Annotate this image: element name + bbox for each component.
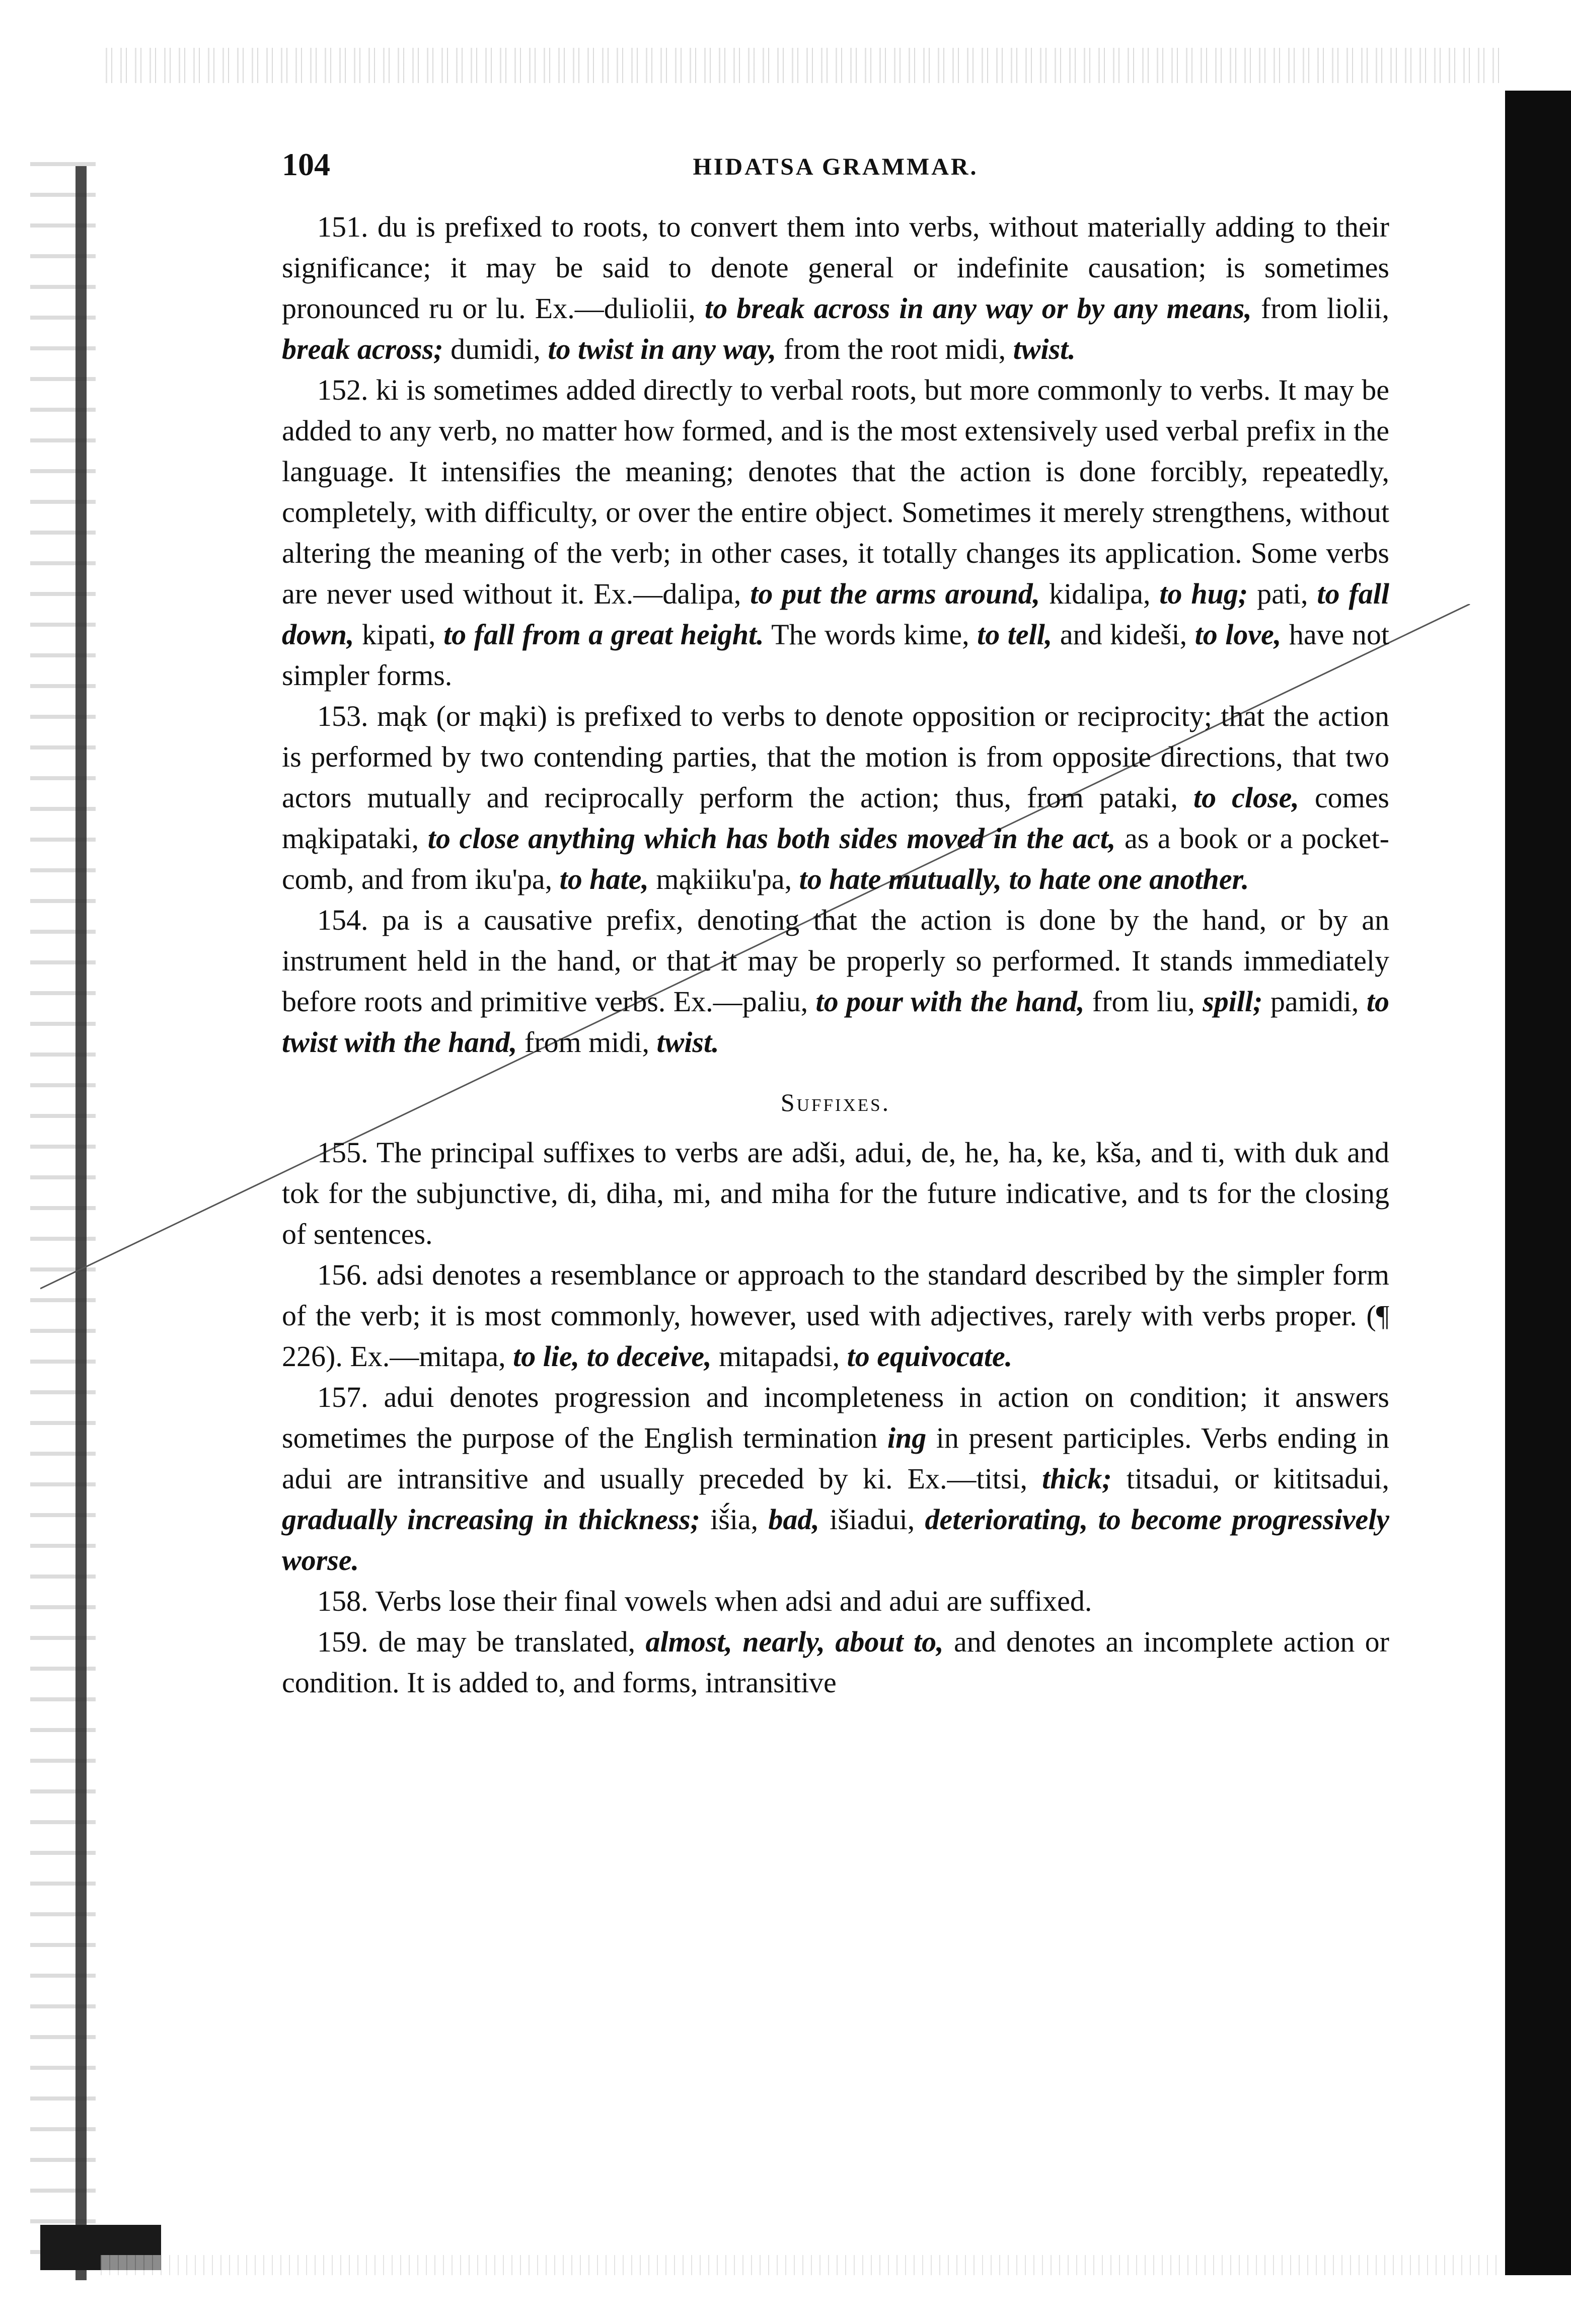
scan-edge-bottom xyxy=(101,2255,1500,2275)
italic-gloss: to close, xyxy=(1193,781,1299,814)
page-number: 104 xyxy=(282,146,330,182)
text-run: adsi denotes a resemblance or approach to the standard described by the simpler form of the verb; it is most commonly, however, used with adjectives, rarely with verbs proper. (¶ 226). Ex.—mitapa, xyxy=(282,1258,1389,1373)
text-run: titsadui, or kititsadui, xyxy=(1111,1462,1389,1495)
paragraph-number: 156. xyxy=(317,1258,368,1291)
book-page xyxy=(282,146,1389,1703)
paragraph-number: 157. xyxy=(317,1381,368,1413)
italic-gloss: to tell, xyxy=(977,618,1053,651)
text-run: mąk (or mąki) is prefixed to verbs to denote opposition or reciprocity; that the action is performed by two contending parties, that the motion is from opposite directions, that two actors mutually and reciprocally perform the action; thus, from pataki, xyxy=(282,700,1389,814)
text-run: and denotes an incomplete action or condition. It is added to, and forms, intransitive xyxy=(282,1625,1389,1699)
text-run: ki is sometimes added directly to verbal roots, but more commonly to verbs. It may be added to any verb, no matter how formed, and is the most extensively used verbal prefix in the language. It intensifies the meaning; denotes that the action is done forcibly, repeatedly, completely, with difficulty, or over the entire object. Sometimes it merely strengthens, without altering the meaning of the verb; in other cases, it totally changes its application. Some verbs are never used without it. Ex.—dalipa, xyxy=(282,373,1389,610)
paragraph-159 xyxy=(282,1621,1389,1703)
italic-gloss: to put the arms around, xyxy=(750,577,1040,610)
italic-gloss: spill; xyxy=(1203,985,1263,1018)
italic-gloss: gradually increasing in thickness; xyxy=(282,1503,700,1536)
italic-gloss: to hug; xyxy=(1159,577,1248,610)
text-run: from liolii, xyxy=(1251,292,1389,325)
text-run: išiadui, xyxy=(819,1503,925,1536)
italic-gloss: to equivocate. xyxy=(847,1340,1013,1373)
paragraph-number: 158. xyxy=(317,1585,368,1617)
italic-gloss: to hate, xyxy=(559,863,649,895)
running-head xyxy=(282,146,1389,186)
paragraph-156 xyxy=(282,1254,1389,1377)
italic-gloss: break across; xyxy=(282,333,443,365)
paragraph-158 xyxy=(282,1581,1389,1621)
paragraph-154 xyxy=(282,899,1389,1063)
text-run: dumidi, xyxy=(443,333,548,365)
text-run: and kideši, xyxy=(1052,618,1195,651)
paragraph-number: 159. xyxy=(317,1625,368,1658)
italic-gloss: to fall down, xyxy=(282,577,1389,651)
italic-gloss: to love, xyxy=(1194,618,1282,651)
page-edge-shadow-right xyxy=(1505,91,1571,2275)
paragraph-152 xyxy=(282,369,1389,696)
italic-gloss: to fall from a great height. xyxy=(443,618,764,651)
text-run: Verbs lose their final vowels when adsi and adui are suffixed. xyxy=(368,1585,1092,1617)
italic-gloss: to pour with the hand, xyxy=(815,985,1085,1018)
section-heading-suffixes: Suffixes. xyxy=(780,1088,891,1116)
italic-gloss: twist. xyxy=(1013,333,1076,365)
italic-gloss: to twist in any way, xyxy=(548,333,777,365)
text-run: mąkiiku'pa, xyxy=(648,863,799,895)
paragraph-number: 151. xyxy=(317,210,368,243)
text-run: The principal suffixes to verbs are adši, adui, de, he, ha, ke, kša, and ti, with duk and tok for the subjunctive, di, diha, mi, and miha for the future indicative, and ts for the closing of sentences. xyxy=(282,1136,1389,1250)
italic-gloss: to twist with the hand, xyxy=(282,985,1389,1059)
paragraph-number: 153. xyxy=(317,700,368,732)
italic-gloss: to lie, to deceive, xyxy=(513,1340,712,1373)
text-run: mitapadsi, xyxy=(711,1340,847,1373)
italic-gloss: bad, xyxy=(768,1503,819,1536)
paragraph-153 xyxy=(282,696,1389,899)
paragraph-number: 155. xyxy=(317,1136,368,1169)
text-run: adui denotes progression and incompleteness in action on condition; it answers sometimes the purpose of the English termination xyxy=(282,1381,1389,1454)
italic-gloss: deteriorating, to become progressively worse. xyxy=(282,1503,1389,1577)
text-run: from midi, xyxy=(517,1026,657,1059)
text-run: as a book or a pocket-comb, and from iku'pa, xyxy=(282,822,1389,895)
running-title: HIDATSA GRAMMAR. xyxy=(693,154,979,180)
text-run: du is prefixed to roots, to convert them into verbs, without materially adding to their significance; it may be said to denote general or indefinite causation; is sometimes pronounced ru or lu. Ex.—duliolii, xyxy=(282,210,1389,325)
paragraph-151 xyxy=(282,206,1389,369)
text-run: comes mąkipataki, xyxy=(282,781,1390,855)
paragraph-155 xyxy=(282,1132,1389,1254)
text-run: from liu, xyxy=(1084,985,1203,1018)
italic-gloss: almost, nearly, about to, xyxy=(645,1625,944,1658)
paragraph-number: 154. xyxy=(317,904,368,936)
body-text-bottom xyxy=(282,1132,1389,1703)
text-run: from the root midi, xyxy=(776,333,1013,365)
paragraph-157 xyxy=(282,1377,1389,1581)
body-text-top xyxy=(282,206,1389,1063)
scan-edge-top xyxy=(106,48,1505,83)
italic-gloss: ing xyxy=(887,1421,927,1454)
italic-gloss: to close anything which has both sides moved in the act, xyxy=(427,822,1116,855)
text-run: in present participles. Verbs ending in adui are intransitive and usually preceded by ki. Ex.—titsi, xyxy=(282,1421,1389,1495)
text-run: kidalipa, xyxy=(1040,577,1160,610)
text-run: pa is a causative prefix, denoting that the action is done by the hand, or by an instrument held in the hand, or that it may be properly so performed. It stands immediately before roots and primitive verbs. Ex.—paliu, xyxy=(282,904,1389,1018)
text-run: iš́ia, xyxy=(700,1503,769,1536)
paragraph-number: 152. xyxy=(317,373,368,406)
text-run: have not simpler forms. xyxy=(282,618,1389,692)
text-run: The words kime, xyxy=(764,618,978,651)
text-run: pamidi, xyxy=(1262,985,1367,1018)
text-run: kipati, xyxy=(354,618,444,651)
italic-gloss: to break across in any way or by any means, xyxy=(704,292,1252,325)
text-run: de may be translated, xyxy=(368,1625,646,1658)
italic-gloss: twist. xyxy=(656,1026,719,1059)
italic-gloss: to hate mutually, to hate one another. xyxy=(799,863,1249,895)
italic-gloss: thick; xyxy=(1042,1462,1112,1495)
text-run: pati, xyxy=(1248,577,1317,610)
